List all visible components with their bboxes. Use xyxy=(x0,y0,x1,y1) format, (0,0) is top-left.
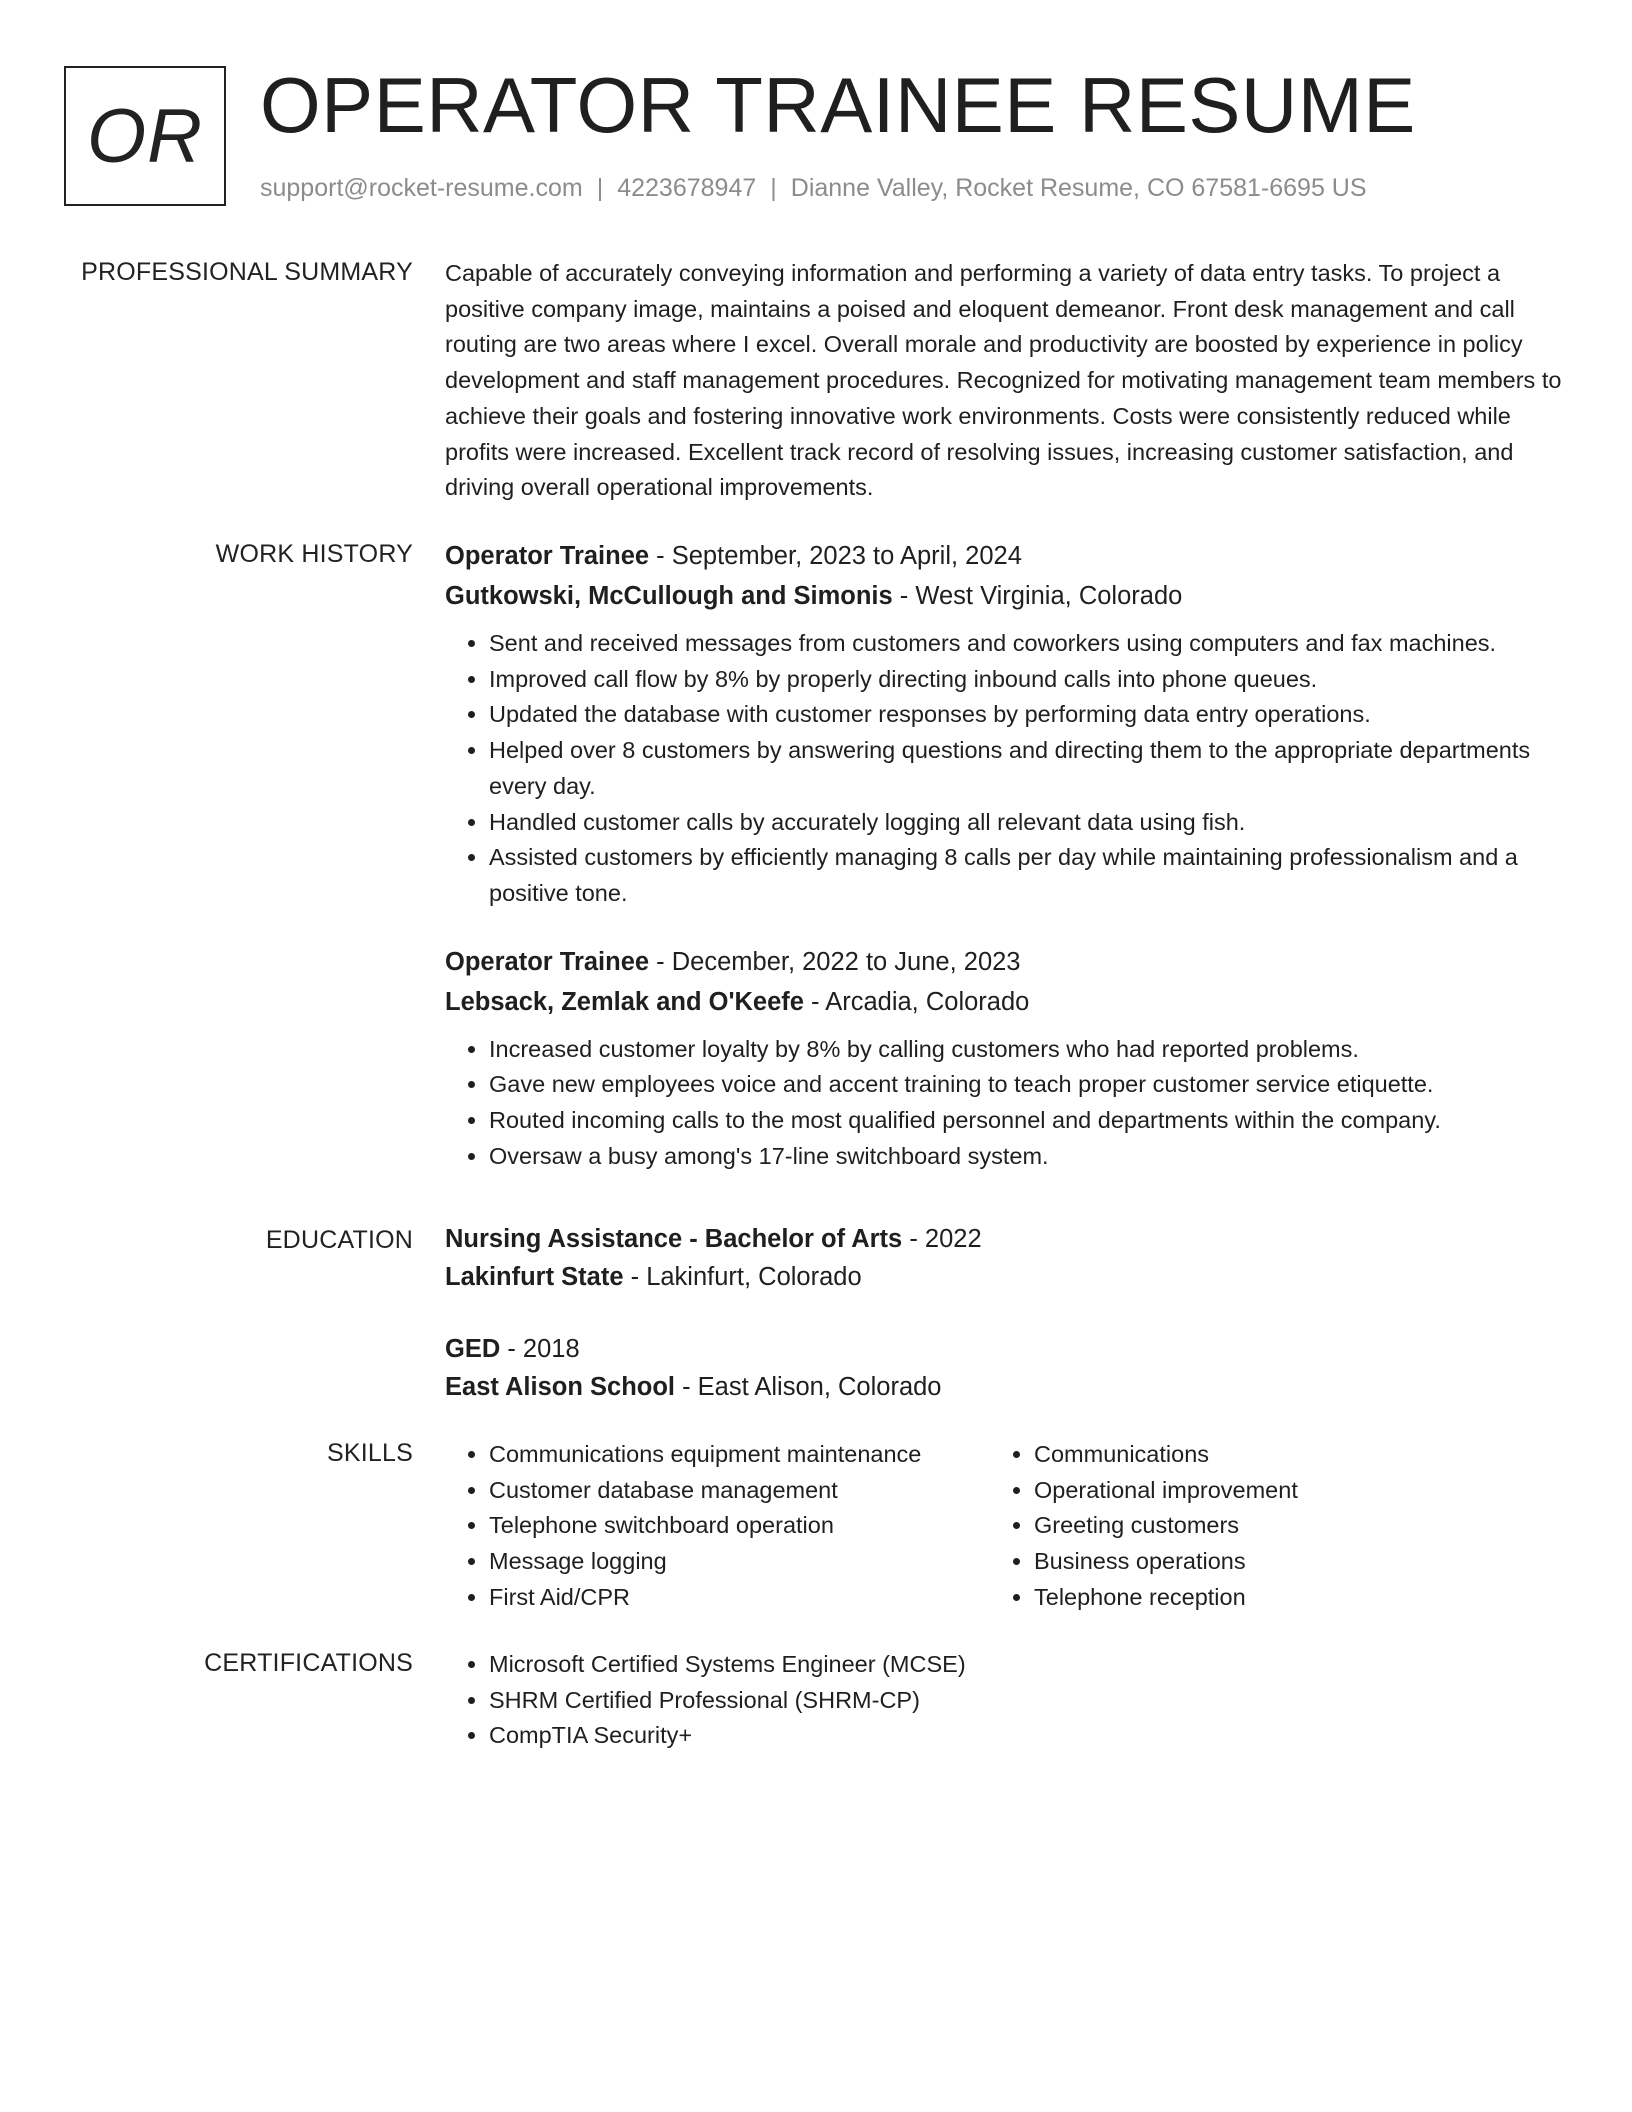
list-item: • Routed incoming calls to the most qualified personnel and departments within the company. xyxy=(489,1103,1565,1139)
list-item: • Communications xyxy=(1034,1437,1535,1473)
list-item: • Business operations xyxy=(1034,1544,1535,1580)
job-title-line xyxy=(445,536,1565,576)
contact-line xyxy=(260,174,1367,203)
education-degree: GED xyxy=(445,1335,501,1363)
job-bullets xyxy=(445,626,1565,912)
job-entry xyxy=(445,536,1565,912)
job-company-line xyxy=(445,982,1565,1022)
job-entry xyxy=(445,942,1565,1175)
list-item: • Updated the database with customer responses by performing data entry operations. xyxy=(489,697,1565,733)
section-label-skills: SKILLS xyxy=(327,1439,413,1467)
monogram-logo: OR xyxy=(64,66,226,206)
list-item: • Telephone switchboard operation xyxy=(489,1508,990,1544)
education-degree: Nursing Assistance - Bachelor of Arts xyxy=(445,1225,903,1253)
skills-list xyxy=(990,1437,1535,1616)
education-location: - East Alison, Colorado xyxy=(675,1373,942,1401)
resume-header xyxy=(64,61,1564,211)
job-title-line xyxy=(445,942,1565,982)
list-item: • Increased customer loyalty by 8% by calling customers who had reported problems. xyxy=(489,1032,1565,1068)
list-item: • Sent and received messages from customers and coworkers using computers and fax machines. xyxy=(489,626,1565,662)
contact-email[interactable]: support@rocket-resume.com xyxy=(260,174,583,202)
job-dates: - December, 2022 to June, 2023 xyxy=(649,947,1021,976)
contact-separator: | xyxy=(596,174,604,202)
job-location: - West Virginia, Colorado xyxy=(892,582,1183,610)
certifications-list xyxy=(445,1647,1565,1754)
list-item: • Assisted customers by efficiently managing 8 calls per day while maintaining professionalism and a positive tone. xyxy=(489,840,1565,911)
education-school: Lakinfurt State xyxy=(445,1263,624,1291)
section-label-education: EDUCATION xyxy=(265,1226,413,1254)
list-item: • First Aid/CPR xyxy=(489,1580,990,1616)
list-item: • Gave new employees voice and accent training to teach proper customer service etiquette. xyxy=(489,1067,1565,1103)
list-item: • Microsoft Certified Systems Engineer (MCSE) xyxy=(489,1647,1565,1683)
job-company: Lebsack, Zemlak and O'Keefe xyxy=(445,987,804,1016)
job-dates: - September, 2023 to April, 2024 xyxy=(649,542,1022,570)
skills-columns xyxy=(445,1437,1565,1616)
job-company-line xyxy=(445,576,1565,616)
skills-list xyxy=(445,1437,990,1616)
job-bullets xyxy=(445,1032,1565,1175)
education-year: - 2018 xyxy=(500,1335,580,1363)
contact-separator: | xyxy=(770,174,777,202)
list-item: • Operational improvement xyxy=(1034,1473,1535,1509)
education-entry xyxy=(445,1220,1565,1296)
list-item: • Message logging xyxy=(489,1544,990,1580)
section-label-summary: PROFESSIONAL SUMMARY xyxy=(81,258,413,286)
education-school: East Alison School xyxy=(445,1373,676,1401)
list-item: • Handled customer calls by accurately logging all relevant data using fish. xyxy=(489,805,1565,841)
skills-column-right xyxy=(990,1437,1535,1616)
job-title: Operator Trainee xyxy=(445,542,650,570)
list-item: • Improved call flow by 8% by properly directing inbound calls into phone queues. xyxy=(489,662,1565,698)
education-location: - Lakinfurt, Colorado xyxy=(623,1263,862,1291)
list-item: • Helped over 8 customers by answering questions and directing them to the appropriate departments every day. xyxy=(489,733,1565,804)
contact-address: Dianne Valley, Rocket Resume, CO 67581-6695 US xyxy=(790,174,1367,202)
list-item: • Customer database management xyxy=(489,1473,990,1509)
section-label-work-history: WORK HISTORY xyxy=(215,540,413,568)
list-item: • CompTIA Security+ xyxy=(489,1718,1565,1754)
list-item: • SHRM Certified Professional (SHRM-CP) xyxy=(489,1683,1565,1719)
list-item: • Greeting customers xyxy=(1034,1508,1535,1544)
job-company: Gutkowski, McCullough and Simonis xyxy=(445,582,893,610)
list-item: • Telephone reception xyxy=(1034,1580,1535,1616)
summary-text: Capable of accurately conveying information and performing a variety of data entry tasks. To project a positive company image, maintains a poised and eloquent demeanor. Front desk management and call routing are two areas where I excel. Overall morale and productivity are boosted by experience in policy development and staff management procedures. Recognized for motivating management team members to achieve their goals and fostering innovative work environments. Costs were consistently reduced while profits were increased. Excellent track record of resolving issues, increasing customer satisfaction, and driving overall operational improvements. xyxy=(445,260,1562,501)
job-location: - Arcadia, Colorado xyxy=(803,987,1030,1016)
education-year: - 2022 xyxy=(902,1225,982,1253)
list-item: • Communications equipment maintenance xyxy=(489,1437,990,1473)
job-title: Operator Trainee xyxy=(445,947,650,976)
list-item: • Oversaw a busy among's 17-line switchboard system. xyxy=(489,1139,1565,1175)
contact-phone[interactable]: 4223678947 xyxy=(617,174,757,202)
section-label-certifications: CERTIFICATIONS xyxy=(204,1649,413,1677)
skills-column-left xyxy=(445,1437,990,1616)
education-entry xyxy=(445,1330,1565,1406)
page-title: OPERATOR TRAINEE RESUME xyxy=(260,61,1416,149)
